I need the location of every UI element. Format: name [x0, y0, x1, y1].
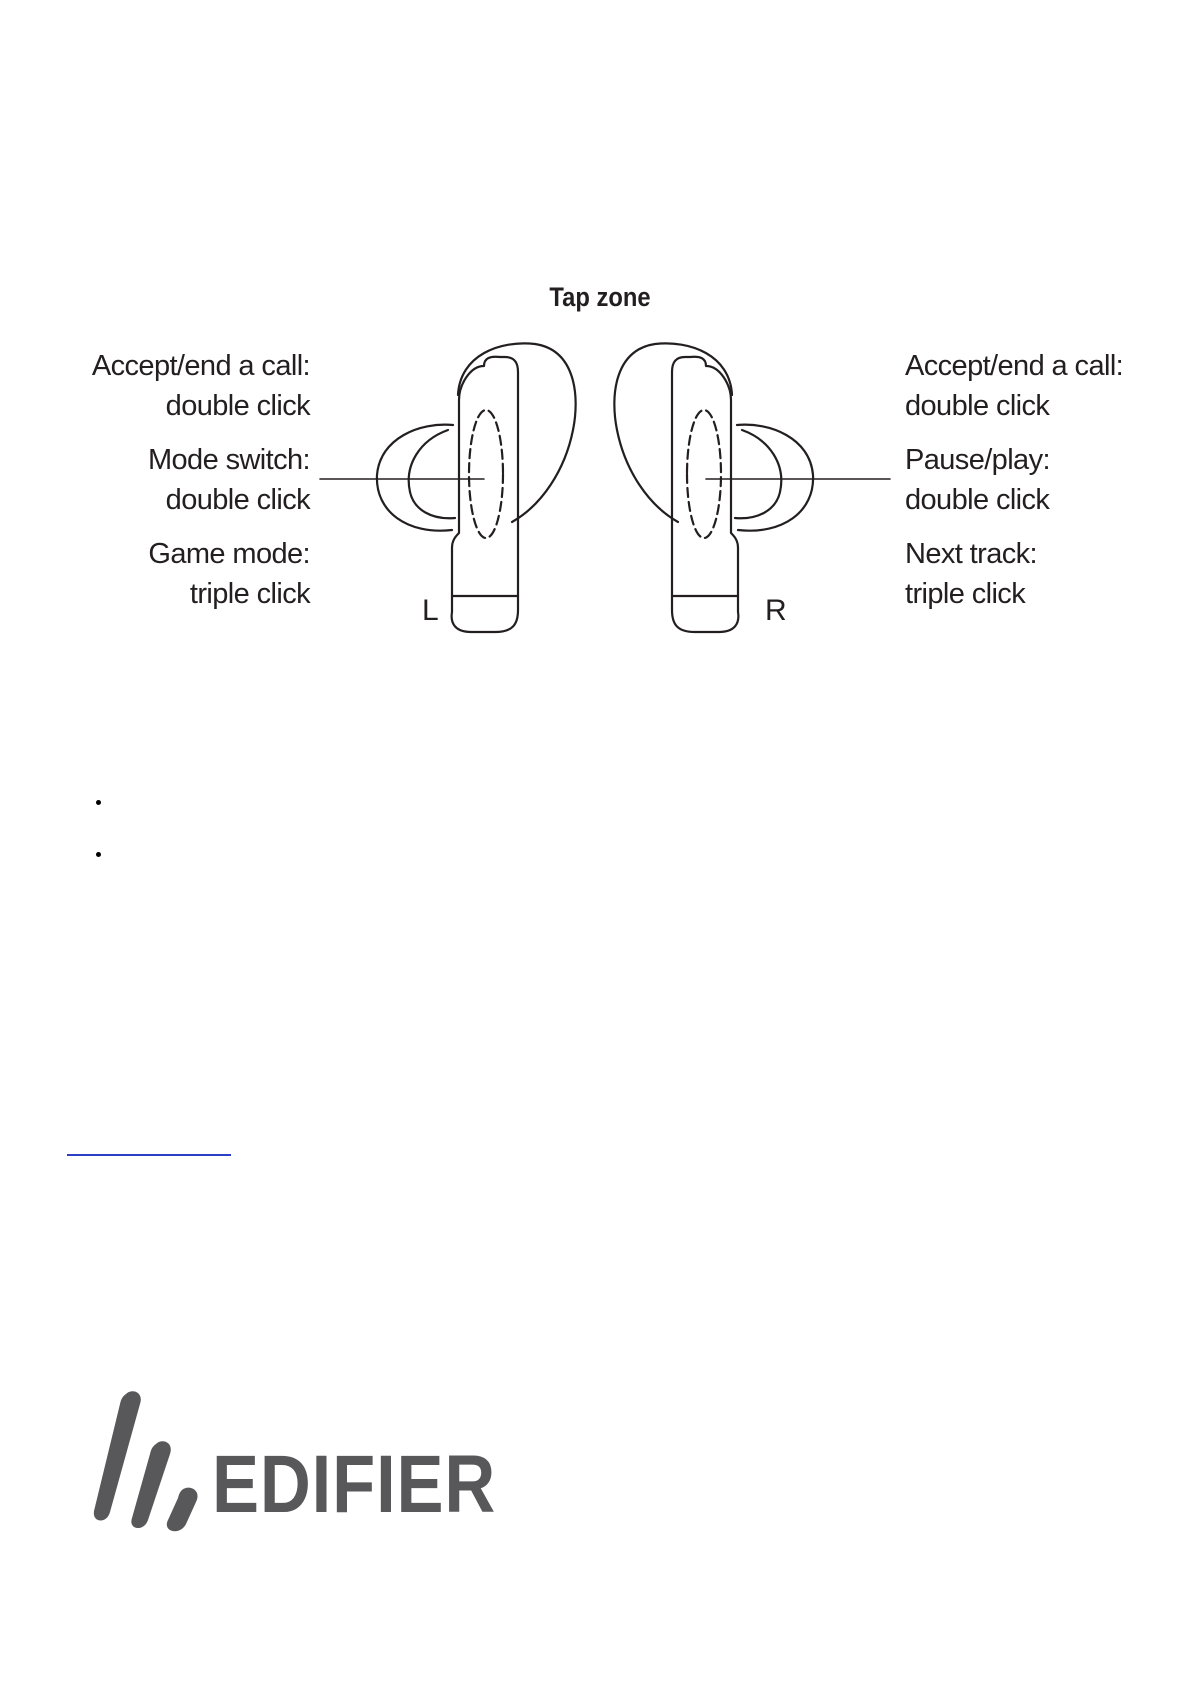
left-side-label: L: [422, 594, 439, 627]
right-control-1-action: Accept/end a call:: [905, 350, 1124, 382]
edifier-logo-mark-icon: [90, 1390, 210, 1540]
left-control-2-action: Mode switch:: [147, 444, 310, 476]
left-earbud-icon: [320, 343, 576, 632]
left-control-1-action: Accept/end a call:: [91, 350, 310, 382]
right-side-label: R: [765, 594, 787, 627]
diagram-title: Tap zone: [549, 282, 651, 312]
right-control-3-action: Next track:: [905, 538, 1037, 570]
tap-zone-diagram: [0, 0, 1190, 680]
right-earbud-icon: [614, 343, 890, 632]
right-control-3-gesture: triple click: [905, 578, 1026, 610]
left-control-2-gesture: double click: [165, 484, 310, 516]
edifier-logo: [90, 1390, 497, 1540]
right-control-2-gesture: double click: [905, 484, 1050, 516]
earbuds-illustration: [0, 0, 1190, 680]
left-control-3-gesture: triple click: [189, 578, 310, 610]
left-control-1-gesture: double click: [165, 390, 310, 422]
left-control-3-action: Game mode:: [148, 538, 310, 570]
right-control-2-action: Pause/play:: [905, 444, 1050, 476]
link-underline[interactable]: [67, 1154, 231, 1156]
edifier-logo-text: EDIFIER: [212, 1439, 497, 1530]
right-control-1-gesture: double click: [905, 390, 1050, 422]
